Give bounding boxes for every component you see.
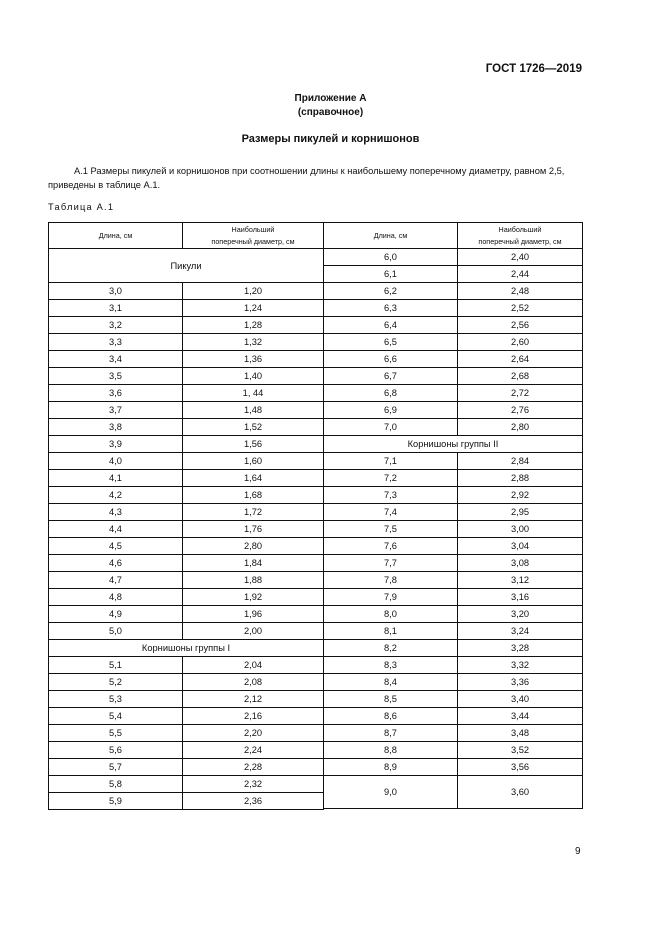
diameter-cell: 2,76	[458, 402, 583, 419]
length-cell: 9,0	[324, 776, 458, 809]
diameter-cell: 1,20	[183, 283, 324, 300]
diameter-cell: 2,28	[183, 759, 324, 776]
table-row	[49, 725, 324, 742]
table-row	[324, 759, 583, 776]
section-title: Размеры пикулей и корнишонов	[241, 133, 420, 145]
diameter-cell: 2,04	[183, 657, 324, 674]
length-cell: 8,9	[324, 759, 458, 776]
length-cell: 7,4	[324, 504, 458, 521]
table-row	[49, 470, 324, 487]
diameter-cell: 2,80	[183, 538, 324, 555]
diameter-cell: 3,00	[458, 521, 583, 538]
diameter-cell: 2,52	[458, 300, 583, 317]
table-row	[49, 317, 324, 334]
diameter-cell: 3,36	[458, 674, 583, 691]
length-cell: 5,9	[49, 793, 183, 810]
length-cell: 6,4	[324, 317, 458, 334]
length-cell: 3,1	[49, 300, 183, 317]
diameter-cell: 2,36	[183, 793, 324, 810]
diameter-cell: 3,44	[458, 708, 583, 725]
table-row	[49, 334, 324, 351]
table-row	[324, 623, 583, 640]
diameter-cell: 2,20	[183, 725, 324, 742]
table-row	[49, 572, 324, 589]
diameter-cell: 1,72	[183, 504, 324, 521]
diameter-cell: 2,44	[458, 266, 583, 283]
diameter-cell: 3,52	[458, 742, 583, 759]
table-row	[324, 521, 583, 538]
left-size-table	[48, 222, 324, 810]
page-number: 9	[575, 846, 581, 857]
diameter-cell: 1,56	[183, 436, 324, 453]
diameter-cell: 2,32	[183, 776, 324, 793]
diameter-cell: 3,60	[458, 776, 583, 809]
length-cell: 4,2	[49, 487, 183, 504]
group-label: Пикули	[49, 249, 324, 283]
table-row	[49, 623, 324, 640]
length-cell: 4,6	[49, 555, 183, 572]
header-diameter	[458, 223, 583, 249]
table-row	[324, 606, 583, 623]
table-row	[324, 538, 583, 555]
header-length: Длина, см	[49, 223, 183, 249]
document-code: ГОСТ 1726—2019	[485, 63, 582, 75]
table-row	[49, 487, 324, 504]
table-row	[49, 657, 324, 674]
diameter-cell: 2,16	[183, 708, 324, 725]
table-caption: Таблица А.1	[48, 202, 115, 212]
table-row	[49, 606, 324, 623]
table-header-row	[49, 223, 324, 249]
header-diameter-line1: Наибольший	[498, 224, 542, 234]
diameter-cell: 1,48	[183, 402, 324, 419]
diameter-cell: 3,40	[458, 691, 583, 708]
table-row	[49, 300, 324, 317]
table-row	[324, 640, 583, 657]
length-cell: 4,7	[49, 572, 183, 589]
diameter-cell: 2,40	[458, 249, 583, 266]
table-row	[324, 708, 583, 725]
table-row	[49, 453, 324, 470]
length-cell: 4,0	[49, 453, 183, 470]
length-cell: 7,7	[324, 555, 458, 572]
diameter-cell: 2,88	[458, 470, 583, 487]
table-row	[324, 742, 583, 759]
diameter-cell: 1,28	[183, 317, 324, 334]
table-row	[324, 589, 583, 606]
length-cell: 4,5	[49, 538, 183, 555]
table-row	[324, 504, 583, 521]
diameter-cell: 2,00	[183, 623, 324, 640]
length-cell: 4,8	[49, 589, 183, 606]
diameter-cell: 2,64	[458, 351, 583, 368]
diameter-cell: 3,20	[458, 606, 583, 623]
length-cell: 5,3	[49, 691, 183, 708]
header-diameter-line1: Наибольший	[231, 224, 275, 234]
diameter-cell: 3,04	[458, 538, 583, 555]
length-cell: 7,3	[324, 487, 458, 504]
diameter-cell: 2,80	[458, 419, 583, 436]
table-row	[49, 776, 324, 793]
table-row	[324, 555, 583, 572]
length-cell: 6,6	[324, 351, 458, 368]
table-row	[49, 402, 324, 419]
length-cell: 7,2	[324, 470, 458, 487]
diameter-cell: 3,16	[458, 589, 583, 606]
length-cell: 4,9	[49, 606, 183, 623]
table-row	[324, 334, 583, 351]
length-cell: 6,9	[324, 402, 458, 419]
length-cell: 7,5	[324, 521, 458, 538]
table-row	[49, 538, 324, 555]
diameter-cell: 1,60	[183, 453, 324, 470]
diameter-cell: 3,32	[458, 657, 583, 674]
table-row	[324, 674, 583, 691]
table-row	[324, 453, 583, 470]
length-cell: 5,1	[49, 657, 183, 674]
group-label: Корнишоны группы I	[49, 640, 324, 657]
length-cell: 6,3	[324, 300, 458, 317]
length-cell: 3,8	[49, 419, 183, 436]
group-row	[49, 640, 324, 657]
table-row	[49, 504, 324, 521]
diameter-cell: 1,76	[183, 521, 324, 538]
length-cell: 7,6	[324, 538, 458, 555]
length-cell: 6,8	[324, 385, 458, 402]
diameter-cell: 3,12	[458, 572, 583, 589]
length-cell: 8,0	[324, 606, 458, 623]
table-row	[324, 776, 583, 809]
table-row	[324, 368, 583, 385]
group-row	[49, 249, 324, 283]
header-diameter-line2: поперечный диаметр, см	[211, 236, 295, 246]
right-size-table	[323, 222, 583, 809]
length-cell: 5,8	[49, 776, 183, 793]
diameter-cell: 1,24	[183, 300, 324, 317]
diameter-cell: 2,12	[183, 691, 324, 708]
diameter-cell: 1,68	[183, 487, 324, 504]
appendix-title: Приложение А	[294, 93, 367, 104]
length-cell: 8,5	[324, 691, 458, 708]
diameter-cell: 1, 44	[183, 385, 324, 402]
table-row	[49, 674, 324, 691]
header-length: Длина, см	[324, 223, 458, 249]
group-row	[324, 436, 583, 453]
table-row	[324, 317, 583, 334]
length-cell: 3,3	[49, 334, 183, 351]
table-row	[49, 283, 324, 300]
length-cell: 6,5	[324, 334, 458, 351]
length-cell: 6,2	[324, 283, 458, 300]
diameter-cell: 2,95	[458, 504, 583, 521]
length-cell: 6,1	[324, 266, 458, 283]
length-cell: 8,3	[324, 657, 458, 674]
length-cell: 4,4	[49, 521, 183, 538]
length-cell: 5,4	[49, 708, 183, 725]
length-cell: 5,6	[49, 742, 183, 759]
length-cell: 7,0	[324, 419, 458, 436]
diameter-cell: 1,64	[183, 470, 324, 487]
diameter-cell: 1,84	[183, 555, 324, 572]
diameter-cell: 3,56	[458, 759, 583, 776]
table-row	[324, 402, 583, 419]
length-cell: 8,2	[324, 640, 458, 657]
appendix-subtitle: (справочное)	[297, 107, 364, 118]
table-row	[324, 283, 583, 300]
diameter-cell: 2,92	[458, 487, 583, 504]
diameter-cell: 2,68	[458, 368, 583, 385]
diameter-cell: 1,36	[183, 351, 324, 368]
length-cell: 8,1	[324, 623, 458, 640]
length-cell: 7,9	[324, 589, 458, 606]
group-label: Корнишоны группы II	[324, 436, 583, 453]
length-cell: 4,3	[49, 504, 183, 521]
diameter-cell: 2,84	[458, 453, 583, 470]
length-cell: 3,0	[49, 283, 183, 300]
table-row	[324, 351, 583, 368]
header-diameter-line2: поперечный диаметр, см	[478, 236, 562, 246]
table-row	[324, 266, 583, 283]
table-row	[49, 589, 324, 606]
length-cell: 8,7	[324, 725, 458, 742]
table-row	[324, 657, 583, 674]
diameter-cell: 3,08	[458, 555, 583, 572]
table-row	[324, 419, 583, 436]
header-diameter	[183, 223, 324, 249]
length-cell: 8,6	[324, 708, 458, 725]
length-cell: 7,8	[324, 572, 458, 589]
table-row	[324, 691, 583, 708]
diameter-cell: 1,32	[183, 334, 324, 351]
table-row	[49, 521, 324, 538]
diameter-cell: 1,40	[183, 368, 324, 385]
diameter-cell: 1,96	[183, 606, 324, 623]
intro-paragraph: А.1 Размеры пикулей и корнишонов при соотношении длины к наибольшему поперечному диаметру, равном 2,5, приведены в таблице А.1.	[48, 166, 565, 190]
table-row	[49, 708, 324, 725]
table-row	[49, 436, 324, 453]
table-row	[324, 470, 583, 487]
appendix-heading	[0, 92, 661, 120]
length-cell: 3,6	[49, 385, 183, 402]
diameter-cell: 1,88	[183, 572, 324, 589]
length-cell: 6,0	[324, 249, 458, 266]
diameter-cell: 2,72	[458, 385, 583, 402]
table-row	[324, 572, 583, 589]
table-row	[324, 725, 583, 742]
diameter-cell: 3,48	[458, 725, 583, 742]
length-cell: 3,9	[49, 436, 183, 453]
length-cell: 6,7	[324, 368, 458, 385]
length-cell: 5,0	[49, 623, 183, 640]
table-row	[49, 351, 324, 368]
length-cell: 3,2	[49, 317, 183, 334]
table-row	[49, 793, 324, 810]
length-cell: 4,1	[49, 470, 183, 487]
diameter-cell: 3,24	[458, 623, 583, 640]
length-cell: 5,5	[49, 725, 183, 742]
table-row	[49, 419, 324, 436]
table-row	[49, 368, 324, 385]
diameter-cell: 2,48	[458, 283, 583, 300]
table-row	[324, 300, 583, 317]
table-row	[324, 385, 583, 402]
diameter-cell: 2,24	[183, 742, 324, 759]
length-cell: 5,7	[49, 759, 183, 776]
table-header-row	[324, 223, 583, 249]
diameter-cell: 2,08	[183, 674, 324, 691]
length-cell: 8,4	[324, 674, 458, 691]
table-row	[49, 742, 324, 759]
diameter-cell: 1,52	[183, 419, 324, 436]
table-row	[49, 555, 324, 572]
length-cell: 3,5	[49, 368, 183, 385]
diameter-cell: 2,60	[458, 334, 583, 351]
diameter-cell: 3,28	[458, 640, 583, 657]
length-cell: 3,4	[49, 351, 183, 368]
length-cell: 3,7	[49, 402, 183, 419]
diameter-cell: 1,92	[183, 589, 324, 606]
length-cell: 5,2	[49, 674, 183, 691]
table-row	[324, 487, 583, 504]
table-row	[49, 691, 324, 708]
length-cell: 7,1	[324, 453, 458, 470]
table-row	[49, 385, 324, 402]
table-row	[49, 759, 324, 776]
length-cell: 8,8	[324, 742, 458, 759]
table-row	[324, 249, 583, 266]
diameter-cell: 2,56	[458, 317, 583, 334]
